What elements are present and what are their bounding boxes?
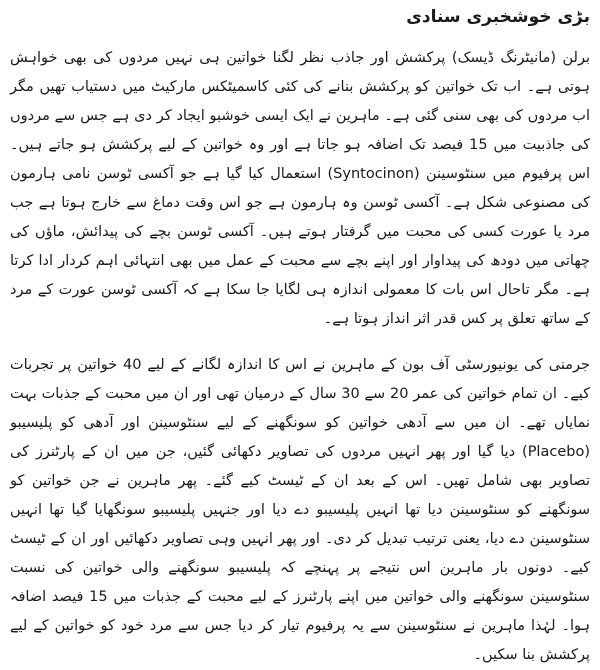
article-paragraph-1: برلن (مانیٹرنگ ڈیسک) پرکشش اور جاذب نظر لگنا خواتین ہی نہیں مردوں کی بھی خواہش ہوتی ہے۔ اب تک خواتین کو پرکشش بنانے کی کئی کاسمیٹکس مارکیٹ میں دستیاب تھیں مگر اب مردوں کی بھی سنی گئی ہے۔ ماہرین نے ایک ایسی خوشبو ایجاد کر دی ہے جس سے مردوں کی جاذبیت میں 15 فیصد تک اضافہ ہو جاتا ہے اور وہ خواتین کے لیے پرکشش ہو جاتے ہیں۔ اس پرفیوم میں سنٹوسینن (Syntocinon) استعمال کیا گیا ہے جو آکسی ٹوسن نامی ہارمون کی مصنوعی شکل ہے۔ آکسی ٹوسن وہ ہارمون ہے جو اس وقت دماغ سے خارج ہوتا ہے جب مرد یا عورت کسی کی محبت میں گرفتار ہوتے ہیں۔ آکسی ٹوسن بچے کی پیدائش، ماؤں کی چھاتی میں دودھ کی پیداوار اور اپنے بچے سے محبت کے عمل میں بھی انتہائی اہم کردار ادا کرتا ہے۔ مگر تاحال اس بات کا معمولی اندازہ ہی لگایا جا سکا ہے کہ آکسی ٹوسن عورت کے مرد کے ساتھ تعلق پر کس قدر اثر انداز ہوتا ہے۔	[10, 50, 590, 327]
article-paragraph-2: جرمنی کی یونیورسٹی آف بون کے ماہرین نے اس کا اندازہ لگانے کے لیے 40 خواتین پر تجربات کیے۔ ان تمام خواتین کی عمر 20 سے 30 سال کے درمیان تھی اور ان میں محبت کے جذبات بہت نمایاں تھے۔ ان میں سے آدھی خواتین کو سونگھنے کے لیے سنٹوسینن اور آدھی کو پلیسیبو (Placebo) دیا گیا اور پھر انہیں مردوں کی تصاویر دکھائی گئیں، جن میں ان کے پارٹنرز کی تصاویر بھی شامل تھیں۔ اس کے بعد ان کے ٹیسٹ کیے گئے۔ پھر ماہرین نے جن خواتین کو سونگھنے کو سنٹوسینن دیا تھا انہیں پلیسیبو دے دیا اور جنہیں پلیسیبو سونگھایا گیا تھا انہیں سنٹوسینن دے دیا، یعنی ترتیب تبدیل کر دی۔ اور پھر انہیں وہی تصاویر دکھائیں اور ان کے ٹیسٹ کیے۔ دونوں بار ماہرین اس نتیجے پر پہنچے کہ پلیسیبو سونگھنے والی خواتین کی نسبت سنٹوسینن سونگھنے والی خواتین میں اپنے پارٹنرز کے لیے محبت کے جذبات میں 15 فیصد اضافہ ہوا۔ لہٰذا ماہرین نے سنٹوسینن سے یہ پرفیوم تیار کر دیا جس سے مرد خود کو خواتین کے لیے پرکشش بنا سکیں۔	[10, 357, 591, 663]
article-title: بڑی خوشخبری سنادی	[406, 7, 590, 27]
